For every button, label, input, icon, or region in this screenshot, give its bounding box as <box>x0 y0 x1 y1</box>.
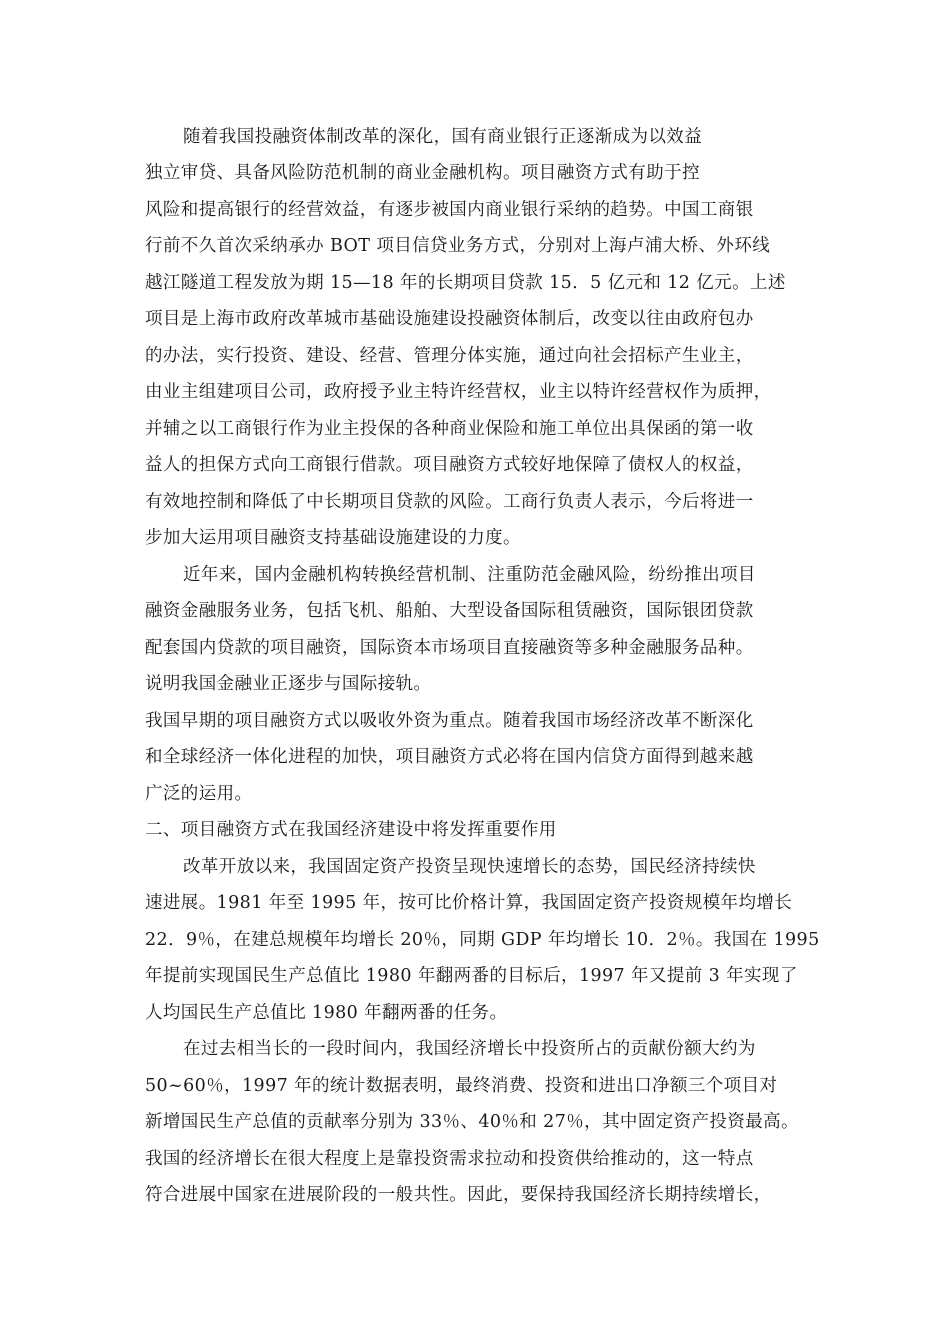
text-line: 行前不久首次采纳承办 BOT 项目信贷业务方式，分别对上海卢浦大桥、外环线 <box>145 236 771 256</box>
text-line: 广泛的运用。 <box>145 784 253 804</box>
text-line: 我国早期的项目融资方式以吸收外资为重点。随着我国市场经济改革不断深化 <box>145 711 754 731</box>
text-line: 符合进展中国家在进展阶段的一般共性。因此，要保持我国经济长期持续增长， <box>145 1185 772 1205</box>
text-line: 在过去相当长的一段时间内，我国经济增长中投资所占的贡献份额大约为 <box>183 1039 756 1059</box>
text-line: 50~60％，1997 年的统计数据表明，最终消费、投资和进出口净额三个项目对 <box>145 1076 778 1096</box>
text-line: 项目是上海市政府改革城市基础设施建设投融资体制后，改变以往由政府包办 <box>145 309 754 329</box>
text-line: 新增国民生产总值的贡献率分别为 33％、40％和 27％，其中固定资产投资最高。 <box>145 1112 799 1132</box>
text-line: 并辅之以工商银行作为业主投保的各种商业保险和施工单位出具保函的第一收 <box>145 419 754 439</box>
text-line: 年提前实现国民生产总值比 1980 年翻两番的目标后，1997 年又提前 3 年实现了 <box>145 966 798 986</box>
text-line: 近年来，国内金融机构转换经营机制、注重防范金融风险，纷纷推出项目 <box>183 565 756 585</box>
text-line: 和全球经济一体化进程的加快，项目融资方式必将在国内信贷方面得到越来越 <box>145 747 754 767</box>
text-line: 改革开放以来，我国固定资产投资呈现快速增长的态势，国民经济持续快 <box>183 857 756 877</box>
text-line: 随着我国投融资体制改革的深化，国有商业银行正逐渐成为以效益 <box>183 127 703 147</box>
text-line: 速进展。1981 年至 1995 年，按可比价格计算，我国固定资产投资规模年均增长 <box>145 893 793 913</box>
text-line: 配套国内贷款的项目融资，国际资本市场项目直接融资等多种金融服务品种。 <box>145 638 754 658</box>
text-line: 越江隧道工程发放为期 15—18 年的长期项目贷款 15．5 亿元和 12 亿元。上述 <box>145 273 786 293</box>
text-line: 有效地控制和降低了中长期项目贷款的风险。工商行负责人表示，今后将进一 <box>145 492 754 512</box>
text-line: 由业主组建项目公司，政府授予业主特许经营权，业主以特许经营权作为质押， <box>145 382 772 402</box>
text-line: 的办法，实行投资、建设、经营、管理分体实施，通过向社会招标产生业主， <box>145 346 754 366</box>
text-line: 我国的经济增长在很大程度上是靠投资需求拉动和投资供给推动的，这一特点 <box>145 1149 754 1169</box>
text-line: 独立审贷、具备风险防范机制的商业金融机构。项目融资方式有助于控 <box>145 163 700 183</box>
text-line: 益人的担保方式向工商银行借款。项目融资方式较好地保障了债权人的权益， <box>145 455 754 475</box>
text-line: 人均国民生产总值比 1980 年翻两番的任务。 <box>145 1003 508 1023</box>
text-line: 22．9％，在建总规模年均增长 20％，同期 GDP 年均增长 10．2％。我国在 1995 <box>145 930 820 950</box>
text-line: 风险和提高银行的经营效益，有逐步被国内商业银行采纳的趋势。中国工商银 <box>145 200 754 220</box>
text-line: 融资金融服务业务，包括飞机、船舶、大型设备国际租赁融资，国际银团贷款 <box>145 601 754 621</box>
text-line: 步加大运用项目融资支持基础设施建设的力度。 <box>145 528 521 548</box>
section-heading: 二、项目融资方式在我国经济建设中将发挥重要作用 <box>145 820 557 840</box>
text-line: 说明我国金融业正逐步与国际接轨。 <box>145 674 432 694</box>
